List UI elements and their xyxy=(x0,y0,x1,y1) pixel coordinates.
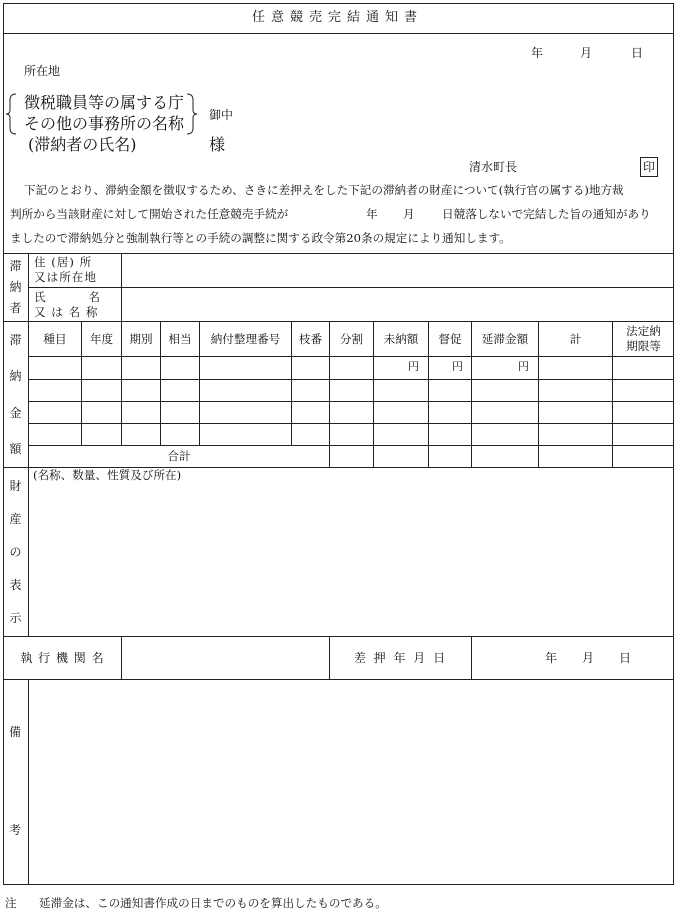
property-description-field[interactable] xyxy=(29,486,673,635)
seizure-date-label: 差 押 年 月 日 xyxy=(353,650,448,665)
body-line2-month: 月 xyxy=(403,207,415,221)
seizure-day-label: 日 xyxy=(619,651,632,665)
unit-yen-unpaid: 円 xyxy=(408,360,419,373)
col-header-item: 種目 xyxy=(43,331,67,346)
remarks-label-top: 備 xyxy=(9,725,22,739)
address-field-label2: 又は所在地 xyxy=(34,270,97,284)
amount-side-label: 滞 納 金 額 xyxy=(9,333,22,456)
col-header-delinquency-charge: 延滞金額 xyxy=(481,331,529,346)
address-label: 所在地 xyxy=(24,64,61,78)
name-field-label1: 氏 名 xyxy=(34,290,102,304)
unit-yen-delinquency: 円 xyxy=(518,360,529,373)
body-line1: 下記のとおり、滞納金額を徴収するため、さきに差押えをした下記の滞納者の財産について(執行官の属する)地方裁 xyxy=(24,183,624,197)
body-line2-year: 年 xyxy=(366,207,378,221)
note-text: 延滞金は、この通知書作成の日までのものを算出したものである。 xyxy=(39,896,387,910)
col-header-total: 計 xyxy=(569,331,582,346)
property-side-label: 財 産 の 表 示 xyxy=(9,479,22,625)
col-header-legal-deadline: 法定納 期限等 xyxy=(626,323,661,353)
col-header-unpaid: 未納額 xyxy=(383,331,419,346)
col-header-year: 年度 xyxy=(89,331,114,346)
body-line2a: 判所から当該財産に対して開始された任意競売手続が xyxy=(10,207,289,221)
col-header-installment: 分割 xyxy=(339,331,364,346)
form-title: 任意競売完結通知書 xyxy=(251,10,423,25)
execution-agency-label: 執 行 機 関 名 xyxy=(20,650,105,665)
recipient-onchu: 御中 xyxy=(209,108,234,122)
col-header-branch: 枝番 xyxy=(298,331,323,346)
total-row-label: 合計 xyxy=(167,449,191,464)
name-field-label2: 又 は 名 称 xyxy=(34,305,99,319)
delinquent-side-label: 滞 納 者 xyxy=(9,259,22,315)
address-field-label1: 住 (居) 所 xyxy=(34,255,93,269)
sender-name: 清水町長 xyxy=(469,160,518,174)
delinquent-address-field[interactable] xyxy=(122,254,673,286)
remarks-label-bottom: 考 xyxy=(9,823,22,837)
body-line3: ましたので滞納処分と強制執行等との手続の調整に関する政令第20条の規定により通知します。 xyxy=(10,231,511,245)
remarks-field[interactable] xyxy=(29,680,673,884)
note-label: 注 xyxy=(5,896,17,910)
recipient-name: (滞納者の氏名) xyxy=(28,135,137,154)
body-line2d: 日競落しないで完結した旨の通知があり xyxy=(442,207,651,221)
col-header-payment-number: 納付整理番号 xyxy=(210,331,281,346)
col-header-period: 期別 xyxy=(129,331,153,346)
seizure-year-label: 年 xyxy=(545,651,558,665)
property-hint: (名称、数量、性質及び所在) xyxy=(33,468,182,482)
date-month-label: 月 xyxy=(580,46,593,60)
date-day-label: 日 xyxy=(631,46,644,60)
unit-yen-demand: 円 xyxy=(452,360,463,373)
seizure-month-label: 月 xyxy=(582,651,595,665)
col-header-demand: 督促 xyxy=(438,331,462,346)
recipient-line1: 徴税職員等の属する庁 xyxy=(24,93,185,112)
execution-agency-field[interactable] xyxy=(122,637,329,679)
delinquent-name-field[interactable] xyxy=(122,288,673,320)
recipient-line2: その他の事務所の名称 xyxy=(24,114,185,133)
seal-mark: 印 xyxy=(640,157,658,177)
col-header-equivalent: 相当 xyxy=(168,331,192,346)
left-brace-icon xyxy=(4,92,18,136)
date-year-label: 年 xyxy=(531,46,544,60)
recipient-sama: 様 xyxy=(209,135,226,154)
right-brace-icon xyxy=(185,92,199,136)
